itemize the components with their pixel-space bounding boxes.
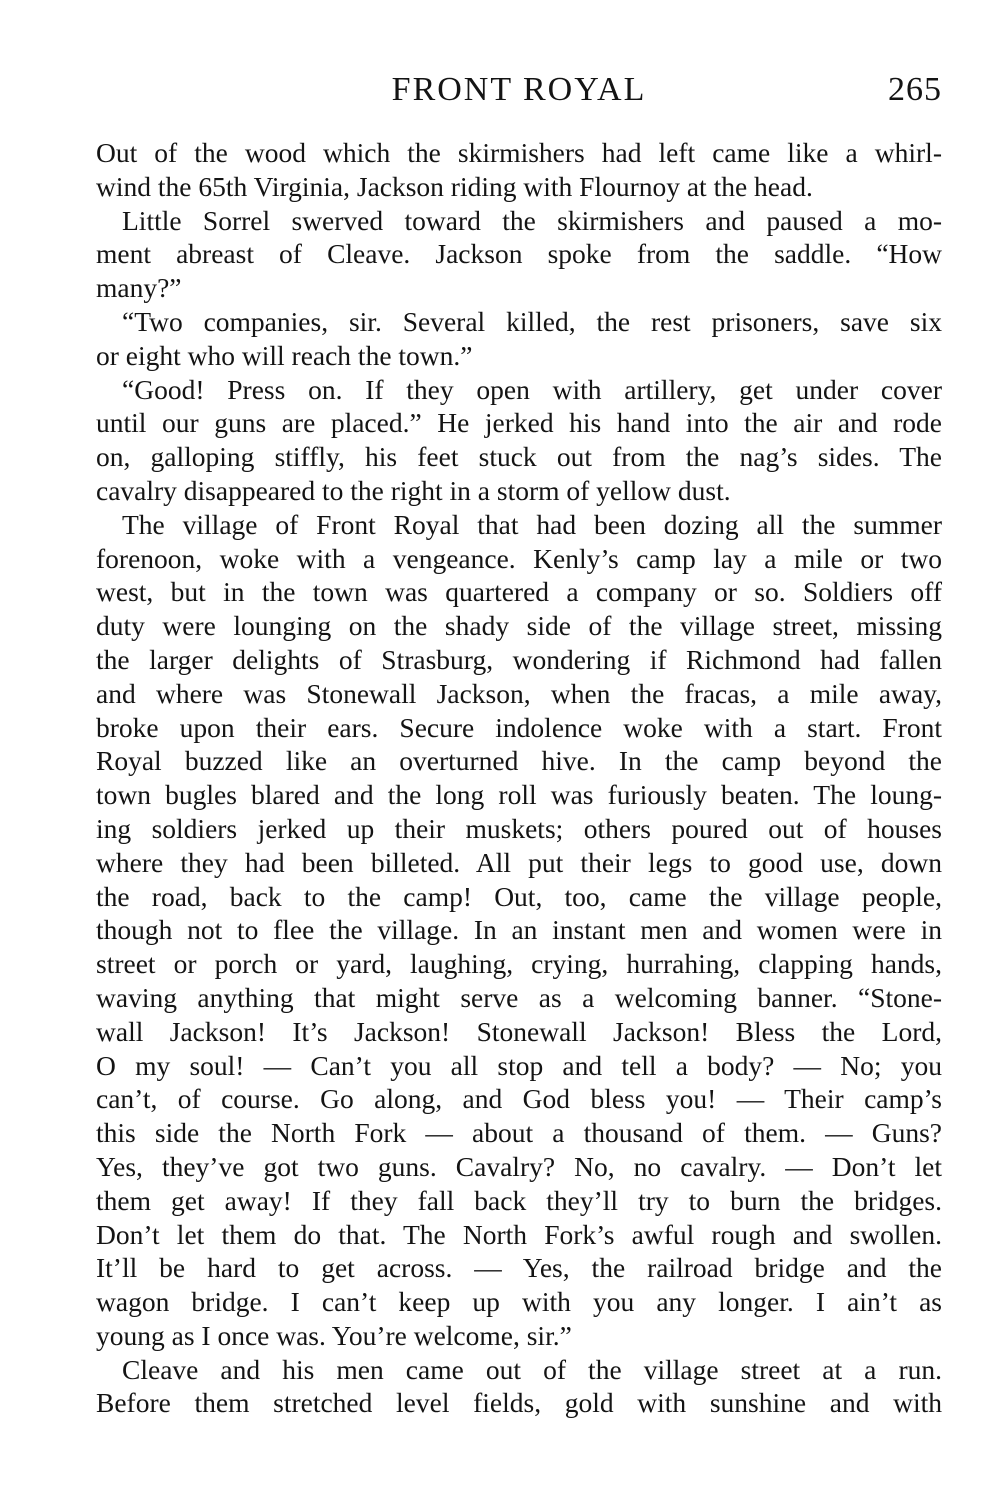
- text-line: the larger delights of Strasburg, wondering if Richmond had fallen: [96, 643, 942, 675]
- text-line: town bugles blared and the long roll was furiously beaten. The loung-: [96, 779, 942, 811]
- text-line: on, galloping stiffly, his feet stuck out from the nag’s sides. The: [96, 441, 942, 473]
- text-line: can’t, of course. Go along, and God bless you! — Their camp’s: [96, 1083, 942, 1115]
- text-line: The village of Front Royal that had been dozing all the summer: [122, 508, 942, 540]
- text-line: waving anything that might serve as a welcoming banner. “Stone-: [96, 981, 942, 1013]
- text-line: where they had been billeted. All put their legs to good use, down: [96, 846, 942, 878]
- text-line: and where was Stonewall Jackson, when the fracas, a mile away,: [96, 677, 942, 709]
- text-line: ing soldiers jerked up their muskets; others poured out of houses: [96, 812, 942, 844]
- running-head: [96, 68, 942, 112]
- text-line: Little Sorrel swerved toward the skirmishers and paused a mo-: [122, 204, 942, 236]
- text-line: street or porch or yard, laughing, crying, hurrahing, clapping hands,: [96, 948, 942, 980]
- text-line: cavalry disappeared to the right in a storm of yellow dust.: [96, 474, 731, 506]
- text-line: this side the North Fork — about a thousand of them. — Guns?: [96, 1117, 942, 1149]
- text-line: “Two companies, sir. Several killed, the rest prisoners, save six: [122, 305, 942, 337]
- body-text: [96, 136, 942, 1420]
- text-line: west, but in the town was quartered a company or so. Soldiers off: [96, 576, 942, 608]
- text-line: the road, back to the camp! Out, too, came the village people,: [96, 880, 942, 912]
- text-line: forenoon, woke with a vengeance. Kenly’s camp lay a mile or two: [96, 542, 942, 574]
- text-line: wall Jackson! It’s Jackson! Stonewall Jackson! Bless the Lord,: [96, 1015, 942, 1047]
- text-line: wind the 65th Virginia, Jackson riding with Flournoy at the head.: [96, 170, 813, 202]
- text-line: ment abreast of Cleave. Jackson spoke from the saddle. “How: [96, 238, 942, 270]
- text-line: though not to flee the village. In an instant men and women were in: [96, 914, 942, 946]
- text-line: Out of the wood which the skirmishers had left came like a whirl-: [96, 137, 942, 168]
- text-line: Before them stretched level fields, gold with sunshine and with: [96, 1387, 942, 1419]
- text-line: until our guns are placed.” He jerked his hand into the air and rode: [96, 407, 942, 439]
- text-line: O my soul! — Can’t you all stop and tell a body? — No; you: [96, 1049, 942, 1081]
- text-line: Yes, they’ve got two guns. Cavalry? No, no cavalry. — Don’t let: [96, 1150, 942, 1182]
- text-line: Don’t let them do that. The North Fork’s awful rough and swollen.: [96, 1218, 942, 1250]
- text-line: many?”: [96, 272, 182, 304]
- text-line: or eight who will reach the town.”: [96, 339, 473, 371]
- running-title: FRONT ROYAL: [391, 71, 647, 108]
- text-line: broke upon their ears. Secure indolence woke with a start. Front: [96, 711, 942, 743]
- text-line: Royal buzzed like an overturned hive. In the camp beyond the: [96, 745, 942, 777]
- text-line: duty were lounging on the shady side of the village street, missing: [96, 610, 942, 642]
- text-line: It’ll be hard to get across. — Yes, the railroad bridge and the: [96, 1252, 942, 1284]
- text-line: them get away! If they fall back they’ll try to burn the bridges.: [96, 1184, 942, 1216]
- text-line: wagon bridge. I can’t keep up with you any longer. I ain’t as: [96, 1286, 942, 1318]
- page-number: 265: [888, 71, 942, 108]
- text-line: young as I once was. You’re welcome, sir.”: [96, 1319, 572, 1351]
- text-line: Cleave and his men came out of the village street at a run.: [122, 1353, 942, 1385]
- text-line: “Good! Press on. If they open with artillery, get under cover: [122, 373, 942, 405]
